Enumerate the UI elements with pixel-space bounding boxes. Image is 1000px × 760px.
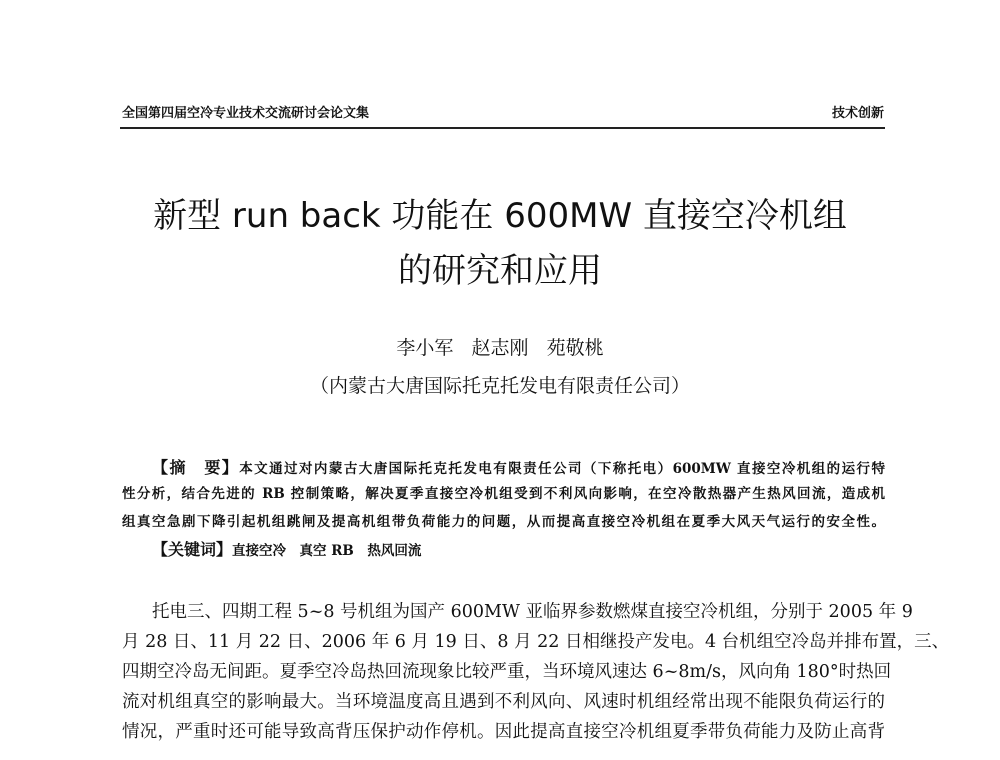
keywords: [152, 537, 421, 560]
abstract-line-3: 组真空急剧下降引起机组跳闸及提高机组带负荷能力的问题，从而提高直接空冷机组在夏季大风天气运行的安全性。: [122, 514, 885, 530]
body-line: 四期空冷岛无间距。夏季空冷岛热回流现象比较严重，当环境风速达 6~8m/s，风向角 180°时热回: [122, 662, 892, 682]
body-line: 情况，严重时还可能导致高背压保护动作停机。因此提高直接空冷机组夏季带负荷能力及防止高背: [122, 722, 885, 742]
body-line: 月 28 日、11 月 22 日、2006 年 6 月 19 日、8 月 22 日相继投产发电。4 台机组空冷岛并排布置，三、: [122, 632, 950, 652]
abstract-label: 【摘 要】: [152, 458, 240, 477]
affiliation: （内蒙古大唐国际托克托发电有限责任公司）: [309, 375, 690, 397]
abstract-line-1: 【摘 要】本文通过对内蒙古大唐国际托克托发电有限责任公司（下称托电）600MW 直接空冷机组的运行特: [152, 458, 885, 477]
keywords-label: 【关键词】: [152, 540, 233, 559]
header-rule: [120, 127, 885, 129]
paper-title-line2: 的研究和应用: [398, 251, 602, 291]
paper-title-line1: 新型 run back 功能在 600MW 直接空冷机组: [153, 196, 847, 236]
keywords-text: 直接空冷 真空 RB 热风回流: [232, 543, 422, 559]
running-header-left: 全国第四届空冷专业技术交流研讨会论文集: [122, 106, 370, 121]
authors: 李小军 赵志刚 苑敬桃: [396, 337, 604, 359]
abstract-line-2: 性分析，结合先进的 RB 控制策略，解决夏季直接空冷机组受到不利风向影响，在空冷散热器产生热风回流，造成机: [122, 486, 885, 502]
body-line: 流对机组真空的影响最大。当环境温度高且遇到不利风向、风速时机组经常出现不能限负荷运行的: [122, 692, 885, 712]
running-header-right: 技术创新: [831, 106, 884, 121]
body-line: 托电三、四期工程 5~8 号机组为国产 600MW 亚临界参数燃煤直接空冷机组，分别于 2005 年 9: [152, 602, 913, 622]
